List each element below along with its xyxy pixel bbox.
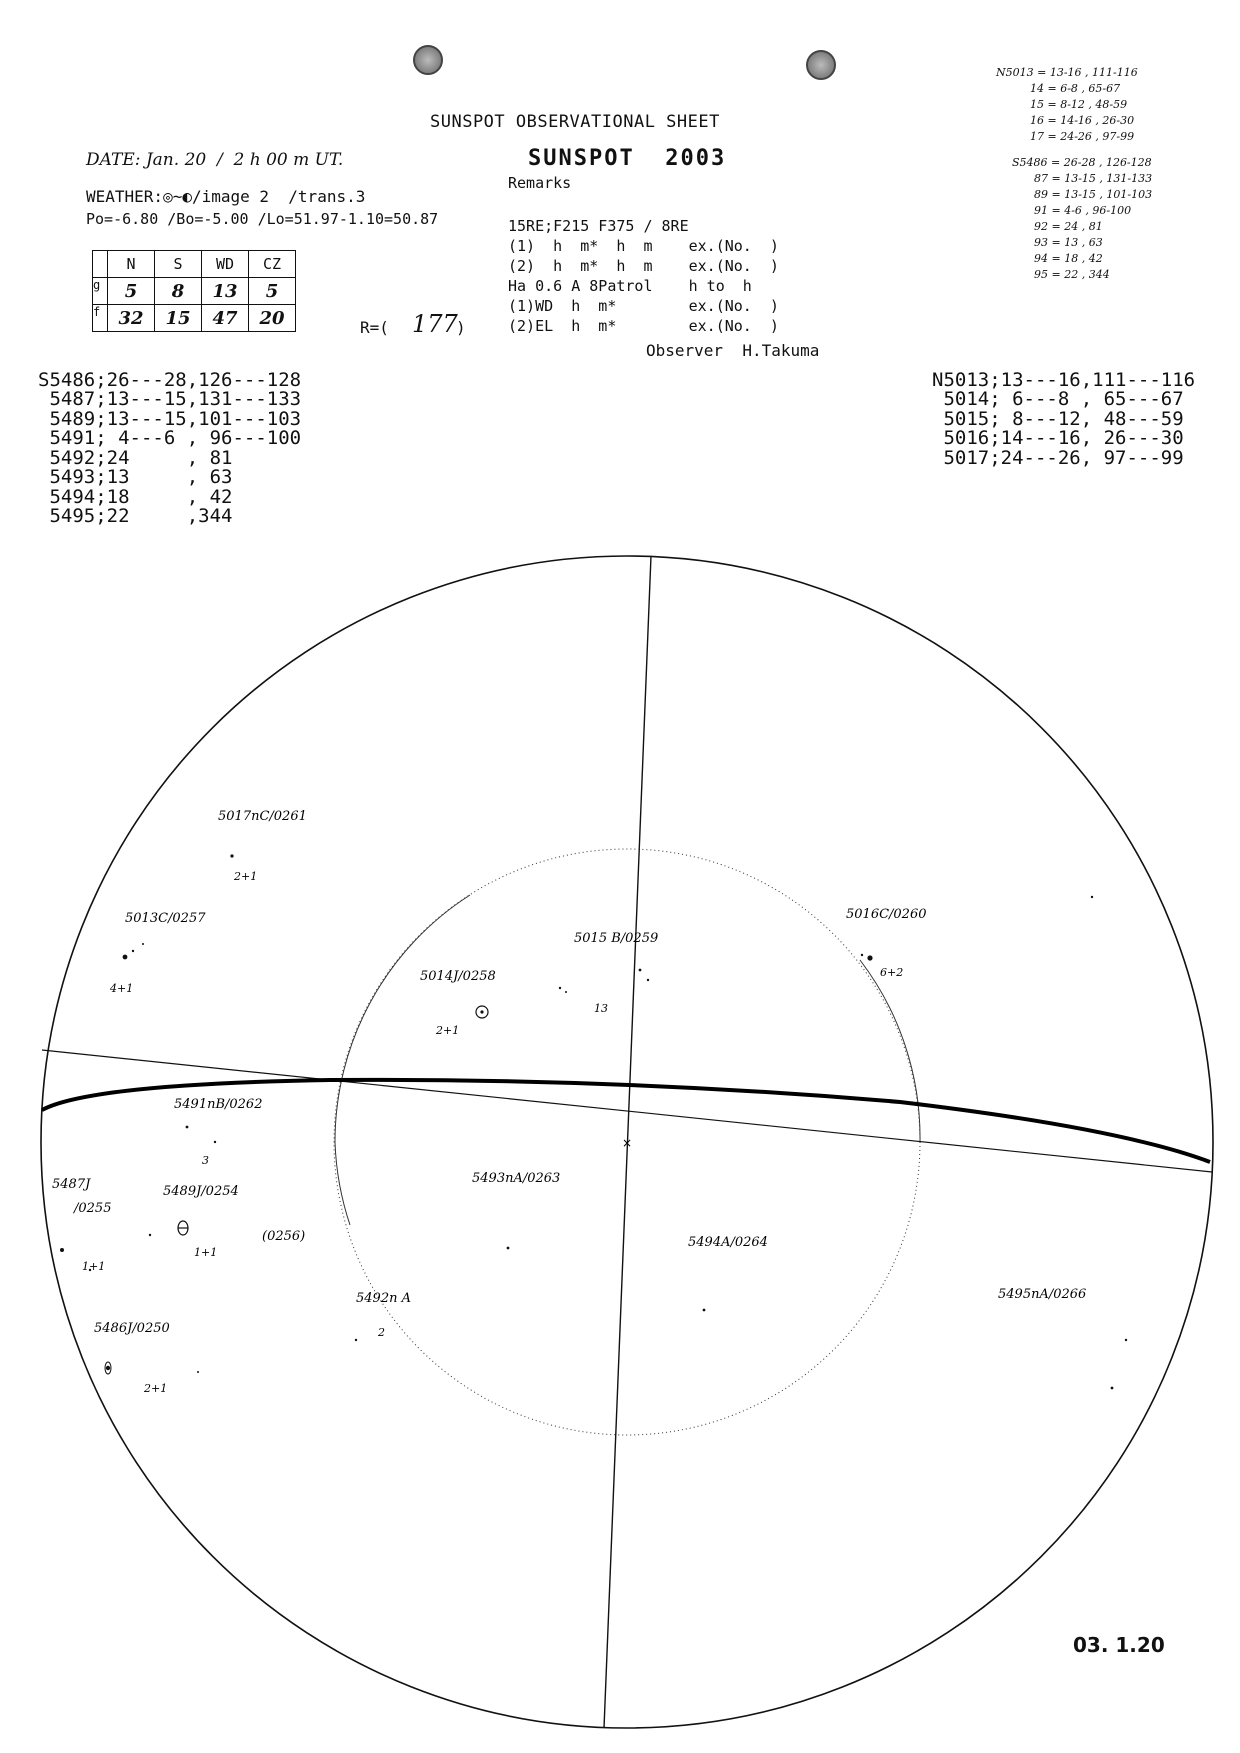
relative-number-value: 177 [412,310,458,338]
sunspot-year-heading: SUNSPOT 2003 [528,146,727,171]
sunspot-dot [106,1366,110,1370]
count-cell: 32 [108,305,155,332]
group-label-5014: 5014J/0258 [420,969,496,984]
sunspot-dot [230,854,233,857]
sunspot-dot [1111,1387,1114,1390]
sunspot-dot [123,955,128,960]
sunspot-dot [861,954,863,956]
sunspot-dot [355,1339,357,1341]
note-line: 93 = 13 , 63 [1034,236,1103,249]
south-list-line: 5491; 4---6 , 96---100 [38,427,302,449]
group-label-5015: 5015 B/0259 [574,931,659,946]
south-list-line: 5494;18 , 42 [38,486,233,508]
sunspot-dot [214,1141,216,1143]
sunspot-dot [647,979,649,981]
remark-line: Ha 0.6 A 8Patrol h to h [508,277,752,295]
group-label-5017: 5017nC/0261 [218,809,307,824]
spot-count-5487: 1+1 [82,1260,106,1273]
north-list-line: 5016;14---16, 26---30 [932,427,1184,449]
disk-center-mark: × [622,1136,633,1150]
spot-count-5486: 2+1 [144,1382,168,1395]
note-line: N5013 = 13-16 , 111-116 [996,66,1138,79]
group-label-5016: 5016C/0260 [846,907,927,922]
relative-number-close: ) [456,318,466,337]
sunspot-dot [565,991,567,993]
group-label-5493: 5493nA/0263 [472,1171,561,1186]
inner-arc-left [335,895,470,1142]
north-list-line: 5017;24---26, 97---99 [932,447,1184,469]
group-label-5491: 5491nB/0262 [174,1097,263,1112]
spot-count-5015: 13 [594,1002,608,1015]
sunspot-dot [60,1248,64,1252]
south-list-line: 5495;22 ,344 [38,505,233,527]
group-label-5487-number: /0255 [74,1201,112,1216]
note-line: S5486 = 26-28 , 126-128 [1012,156,1152,169]
south-list-line: 5489;13---15,101---103 [38,408,302,430]
sunspot-dot [867,955,872,960]
remark-line: (1) h m* h m ex.(No. ) [508,237,779,255]
note-line: 17 = 24-26 , 97-99 [1030,130,1135,143]
sunspot-dot [1125,1339,1127,1341]
south-list-line: 5492;24 , 81 [38,447,233,469]
date-stamp: 03. 1.20 [1073,1633,1165,1657]
sunspot-dot [132,950,134,952]
count-header-s: S [155,251,202,278]
sunspot-dot [149,1234,151,1236]
south-list-line: S5486;26---28,126---128 [38,369,302,391]
count-cell: 15 [155,305,202,332]
sunspot-dot [559,987,561,989]
count-header-n: N [108,251,155,278]
spot-count-5491: 3 [202,1154,209,1167]
spot-count-5014: 2+1 [436,1024,460,1037]
south-list-line: 5493;13 , 63 [38,466,233,488]
group-label-5494: 5494A/0264 [688,1235,768,1250]
group-label-0256: (0256) [262,1229,306,1244]
umbra-dot [480,1010,483,1013]
remark-line: (1)WD h m* ex.(No. ) [508,297,779,315]
count-header-wd: WD [202,251,249,278]
note-line: 94 = 18 , 42 [1034,252,1103,265]
north-list-line: 5015; 8---12, 48---59 [932,408,1184,430]
count-header-cz: CZ [249,251,296,278]
group-label-5487: 5487J [52,1177,91,1192]
sheet-title: SUNSPOT OBSERVATIONAL SHEET [430,112,720,132]
sunspot-dot [186,1126,189,1129]
spot-count-5492: 2 [378,1326,385,1339]
count-cell: 5 [249,278,296,305]
count-cell: 20 [249,305,296,332]
sunspot-dot [703,1309,706,1312]
sunspot-dot [507,1247,510,1250]
sunspot-dot [197,1371,199,1373]
south-list-line: 5487;13---15,131---133 [38,388,302,410]
note-line: 14 = 6-8 , 65-67 [1030,82,1121,95]
inner-arc-right [860,960,920,1142]
count-cell: 47 [202,305,249,332]
observer-name: Observer H.Takuma [646,341,820,360]
remark-line: (2) h m* h m ex.(No. ) [508,257,779,275]
count-cell: 8 [155,278,202,305]
note-line: 87 = 13-15 , 131-133 [1034,172,1153,185]
count-cell: 13 [202,278,249,305]
weather-line: WEATHER:◎~◐/image 2 /trans.3 [86,187,366,206]
remark-line: (2)EL h m* ex.(No. ) [508,317,779,335]
group-label-5492: 5492n A [356,1291,411,1306]
orientation-params: Po=-6.80 /Bo=-5.00 /Lo=51.97-1.10=50.87 [86,210,439,228]
sunspot-dot [142,943,144,945]
spot-count-5013: 4+1 [110,982,134,995]
sunspot-dot [1091,896,1093,898]
count-row-label: g [93,278,108,305]
group-label-5013: 5013C/0257 [125,911,206,926]
spot-count-5489: 1+1 [194,1246,218,1259]
group-label-5486: 5486J/0250 [94,1321,170,1336]
note-line: 16 = 14-16 , 26-30 [1030,114,1135,127]
group-label-5489: 5489J/0254 [163,1184,239,1199]
remark-line: 15RE;F215 F375 / 8RE [508,217,689,235]
group-label-5495: 5495nA/0266 [998,1287,1087,1302]
north-list-line: 5014; 6---8 , 65---67 [932,388,1184,410]
spot-count-5017: 2+1 [234,870,258,883]
relative-number-label: R=( [360,318,389,337]
note-line: 89 = 13-15 , 101-103 [1034,188,1153,201]
note-line: 91 = 4-6 , 96-100 [1034,204,1132,217]
count-cell: 5 [108,278,155,305]
spot-count-5016: 6+2 [880,966,904,979]
note-line: 95 = 22 , 344 [1034,268,1110,281]
observation-date: DATE: Jan. 20 / 2 h 00 m UT. [86,150,344,170]
north-list-line: N5013;13---16,111---116 [932,369,1196,391]
sunspot-dot [639,969,642,972]
note-line: 15 = 8-12 , 48-59 [1030,98,1128,111]
count-row-label: f [93,305,108,332]
remarks-label: Remarks [508,174,572,192]
note-line: 92 = 24 , 81 [1034,220,1103,233]
